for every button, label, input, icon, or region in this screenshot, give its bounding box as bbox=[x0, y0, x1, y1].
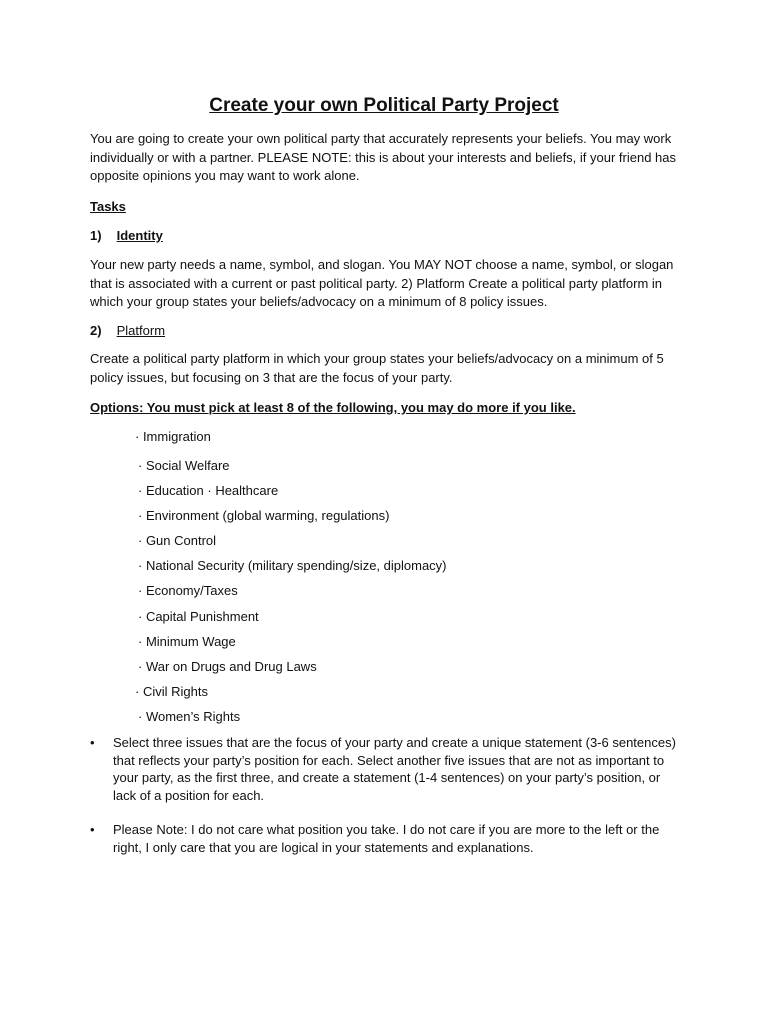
bullet-text-issues: Select three issues that are the focus of your party and create a unique statement (3-6 sentences) that reflects your party’s position for each. Select another five issues that are not as important to your party, as the first three, and create a statement (1-4 sentences) on your party’s position, or lack of a position for each. bbox=[113, 735, 676, 803]
platform-heading bbox=[90, 322, 165, 340]
identity-heading bbox=[90, 227, 163, 245]
option-environment: · Environment (global warming, regulations) bbox=[138, 508, 390, 523]
option-war-on-drugs: · War on Drugs and Drug Laws bbox=[138, 659, 317, 674]
option-education-healthcare: · Education · Healthcare bbox=[138, 483, 279, 498]
bullet-marker: • bbox=[90, 735, 95, 750]
platform-heading-label: Platform bbox=[116, 323, 166, 338]
platform-paragraph: Create a political party platform in which your group states your beliefs/advocacy on a minimum of 5 policy issues, but focusing on 3 that are the focus of your party. bbox=[90, 351, 664, 385]
option-womens-rights: · Women’s Rights bbox=[138, 709, 241, 724]
tasks-heading: Tasks bbox=[90, 199, 126, 214]
option-gun-control: · Gun Control bbox=[138, 533, 217, 548]
identity-paragraph: Your new party needs a name, symbol, and slogan. You MAY NOT choose a name, symbol, or slogan that is associated with a current or past political party. 2) Platform Create a political party platform in which your group states your beliefs/advocacy on a minimum of 8 policy issues. bbox=[90, 257, 674, 309]
options-heading: Options: You must pick at least 8 of the following, you may do more if you like. bbox=[90, 400, 576, 415]
identity-number: 1) bbox=[90, 228, 102, 243]
platform-number: 2) bbox=[90, 323, 102, 338]
page-title: Create your own Political Party Project bbox=[209, 95, 559, 116]
option-civil-rights: · Civil Rights bbox=[135, 684, 208, 699]
identity-heading-label: Identity bbox=[116, 228, 163, 243]
option-economy-taxes: · Economy/Taxes bbox=[138, 583, 238, 598]
bullet-text-note: Please Note: I do not care what position you take. I do not care if you are more to the left or the right, I only care that you are logical in your statements and explanations. bbox=[113, 822, 660, 855]
option-social-welfare: · Social Welfare bbox=[138, 458, 230, 473]
option-minimum-wage: · Minimum Wage bbox=[138, 634, 236, 649]
intro-paragraph: You are going to create your own political party that accurately represents your beliefs. You may work individually or with a partner. PLEASE NOTE: this is about your interests and beliefs, if your friend has opposite opinions you may want to work alone. bbox=[90, 131, 677, 183]
bullet-marker: • bbox=[90, 822, 95, 837]
option-capital-punishment: · Capital Punishment bbox=[138, 609, 259, 624]
option-immigration: · Immigration bbox=[135, 429, 211, 444]
option-national-security: · National Security (military spending/size, diplomacy) bbox=[138, 558, 447, 573]
